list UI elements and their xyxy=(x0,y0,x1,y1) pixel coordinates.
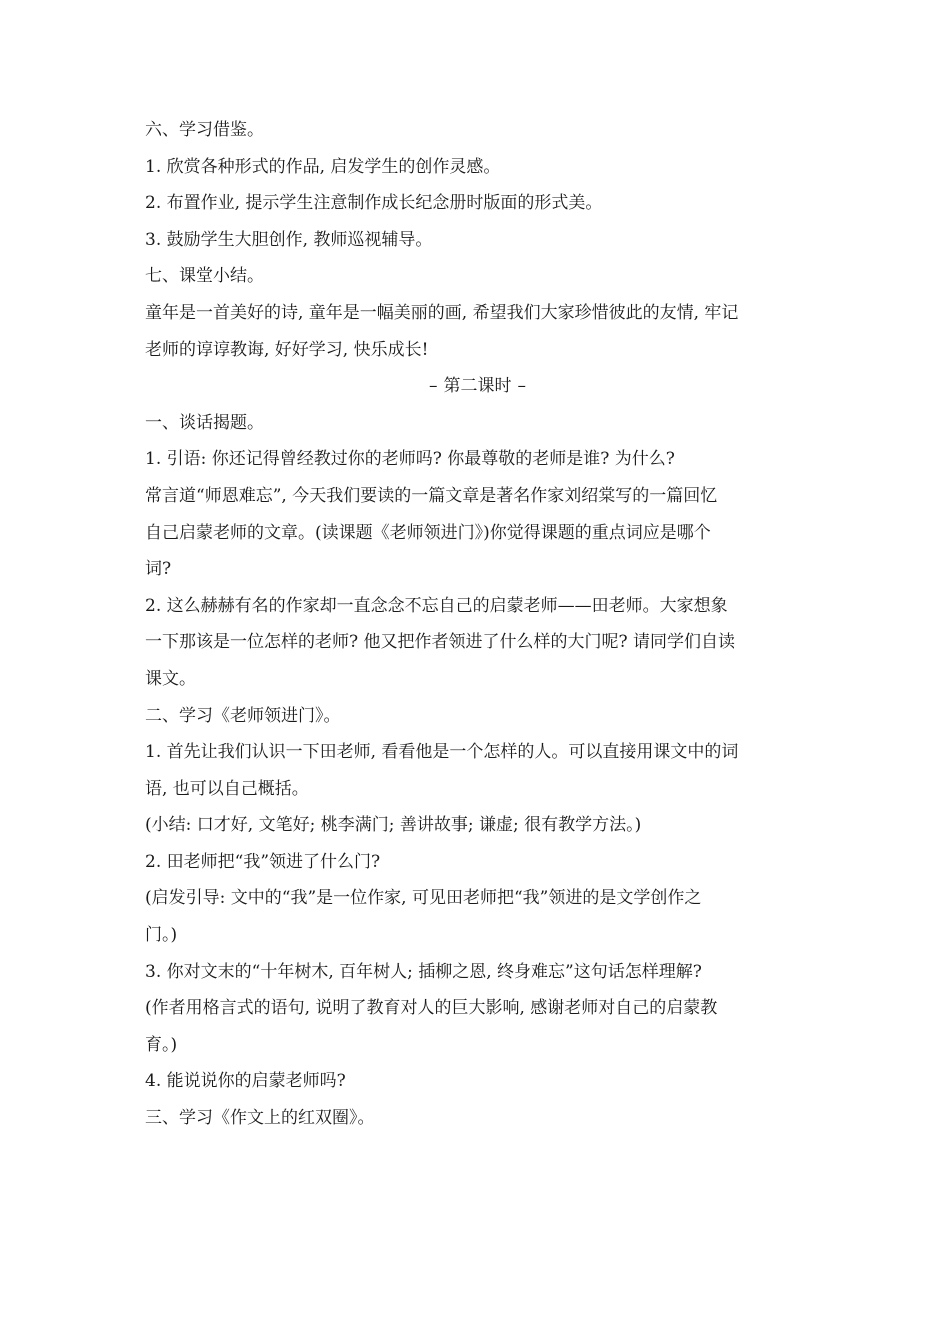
document-page xyxy=(145,116,810,1141)
paragraph-line: 一下那该是一位怎样的老师? 他又把作者领进了什么样的大门呢? 请同学们自读 xyxy=(145,632,736,653)
answer-note: (启发引导: 文中的“我”是一位作家, 可见田老师把“我”领进的是文学创作之 xyxy=(145,888,702,909)
list-item: 3. 你对文末的“十年树木, 百年树人; 插柳之恩, 终身难忘”这句话怎样理解? xyxy=(145,961,702,982)
paragraph-line: 常言道“师恩难忘”, 今天我们要读的一篇文章是著名作家刘绍棠写的一篇回忆 xyxy=(145,485,718,506)
lesson-title-text: 第二课时 xyxy=(443,376,512,397)
paragraph-line: 语, 也可以自己概括。 xyxy=(145,778,309,799)
answer-note: (作者用格言式的语句, 说明了教育对人的巨大影响, 感谢老师对自己的启蒙教 xyxy=(145,998,718,1019)
list-item: 2. 布置作业, 提示学生注意制作成长纪念册时版面的形式美。 xyxy=(145,193,603,214)
answer-note: (小结: 口才好, 文笔好; 桃李满门; 善讲故事; 谦虚; 很有教学方法。) xyxy=(145,815,642,836)
paragraph-line: 词? xyxy=(145,559,172,580)
answer-note: 门。) xyxy=(145,925,178,946)
list-item: 3. 鼓励学生大胆创作, 教师巡视辅导。 xyxy=(145,229,433,250)
answer-note: 育。) xyxy=(145,1034,178,1055)
title-dash-left: – xyxy=(429,376,438,397)
section-heading: 七、课堂小结。 xyxy=(145,266,264,287)
list-item: 2. 田老师把“我”领进了什么门? xyxy=(145,851,381,872)
section-heading: 六、学习借鉴。 xyxy=(145,120,264,140)
title-dash-right: – xyxy=(517,376,526,397)
paragraph-line: 童年是一首美好的诗, 童年是一幅美丽的画, 希望我们大家珍惜彼此的友情, 牢记 xyxy=(145,302,739,323)
list-item: 4. 能说说你的启蒙老师吗? xyxy=(145,1071,346,1092)
paragraph-line: 老师的谆谆教诲, 好好学习, 快乐成长! xyxy=(145,339,429,360)
lesson-title xyxy=(145,372,810,400)
paragraph-line: 课文。 xyxy=(145,668,196,689)
list-item: 2. 这么赫赫有名的作家却一直念念不忘自己的启蒙老师——田老师。大家想象 xyxy=(145,595,728,616)
section-heading: 一、谈话揭题。 xyxy=(145,412,264,433)
list-item: 1. 首先让我们认识一下田老师, 看看他是一个怎样的人。可以直接用课文中的词 xyxy=(145,742,739,763)
paragraph-line: 自己启蒙老师的文章。(读课题《老师领进门》)你觉得课题的重点词应是哪个 xyxy=(145,522,711,543)
section-heading: 三、学习《作文上的红双圈》。 xyxy=(145,1108,375,1129)
list-item: 1. 引语: 你还记得曾经教过你的老师吗? 你最尊敬的老师是谁? 为什么? xyxy=(145,449,675,470)
list-item: 1. 欣赏各种形式的作品, 启发学生的创作灵感。 xyxy=(145,156,501,177)
section-heading: 二、学习《老师领进门》。 xyxy=(145,705,341,726)
